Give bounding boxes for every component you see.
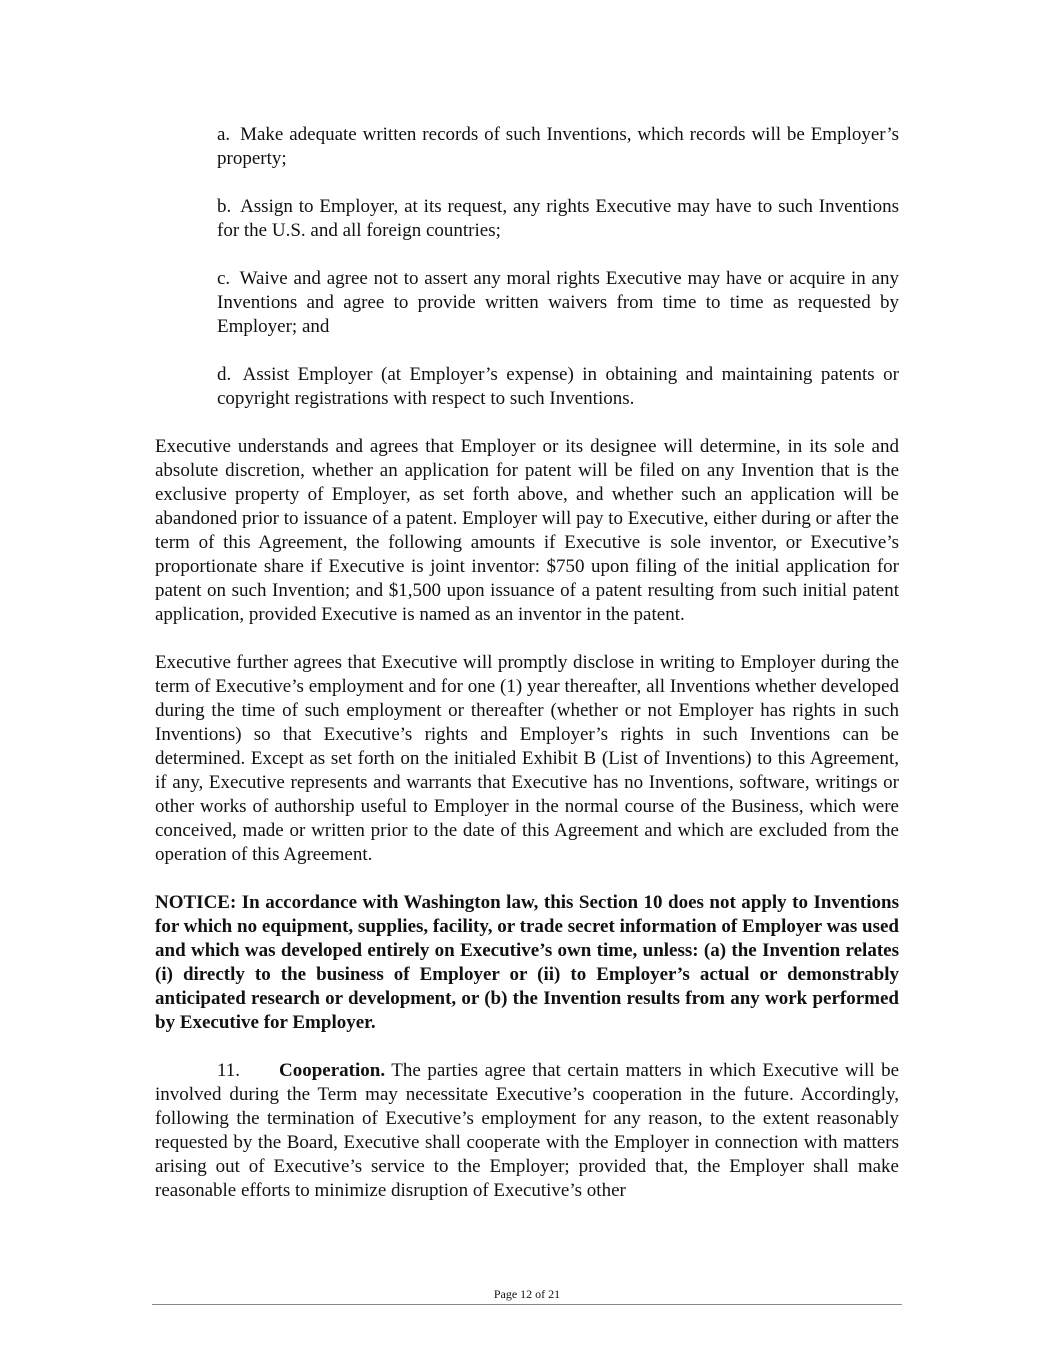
list-item-letter: c.: [217, 268, 231, 289]
list-item-text: Waive and agree not to assert any moral rights Executive may have or acquire in any Inventions and agree to provide written waivers from time to time as requested by Employer; and: [217, 268, 899, 337]
list-item-a: [217, 123, 899, 171]
washington-law-notice: NOTICE: In accordance with Washington law, this Section 10 does not apply to Inventions for which no equipment, supplies, facility, or trade secret information of Employer was used and which was developed entirely on Executive’s own time, unless: (a) the Invention relates (i) directly to the business of Employer or (ii) to Employer’s actual or demonstrably anticipated research or development, or (b) the Invention results from any work performed by Executive for Employer.: [155, 892, 899, 1033]
section-11-paragraph: [155, 1059, 899, 1203]
list-item-text: Assist Employer (at Employer’s expense) in obtaining and maintaining patents or copyright registrations with respect to such Inventions.: [217, 364, 899, 409]
list-item-text: Make adequate written records of such Inventions, which records will be Employer’s property;: [217, 124, 900, 169]
disclosure-paragraph: Executive further agrees that Executive will promptly disclose in writing to Employer during the term of Executive’s employment and for one (1) year thereafter, all Inventions whether developed during the time of such employment or thereafter (whether or not Employer has rights in such Inventions) so that Executive’s rights and Employer’s rights in such Inventions can be determined. Except as set forth on the initialed Exhibit B (List of Inventions) to this Agreement, if any, Executive represents and warrants that Executive has no Inventions, software, writings or other works of authorship useful to Employer in the normal course of the Business, which were conceived, made or written prior to the date of this Agreement and which are excluded from the operation of this Agreement.: [155, 652, 899, 865]
section-title: Cooperation.: [279, 1060, 386, 1081]
list-item-letter: a.: [217, 124, 231, 145]
list-item-d: [217, 363, 899, 411]
list-item-letter: d.: [217, 364, 232, 385]
list-item-b: [217, 195, 899, 243]
list-item-letter: b.: [217, 196, 232, 217]
section-number: 11.: [217, 1060, 241, 1081]
section-text: The parties agree that certain matters in which Executive will be involved during the Term may necessitate Executive’s cooperation in the future. Accordingly, following the termination of Executive’s employment for any reason, to the extent reasonably requested by the Board, Executive shall cooperate with the Employer in connection with matters arising out of Executive’s service to the Employer; provided that, the Employer shall make reasonable efforts to minimize disruption of Executive’s other: [155, 1060, 899, 1201]
document-body: [155, 123, 899, 1227]
list-item-c: [217, 267, 899, 339]
page-footer: Page 12 of 21: [152, 1286, 902, 1305]
patent-application-paragraph: Executive understands and agrees that Employer or its designee will determine, in its sole and absolute discretion, whether an application for patent will be filed on any Invention that is the exclusive property of Employer, as set forth above, and whether such an application will be abandoned prior to issuance of a patent. Employer will pay to Executive, either during or after the term of this Agreement, the following amounts if Executive is sole inventor, or Executive’s proportionate share if Executive is joint inventor: $750 upon filing of the initial application for patent on such Invention; and $1,500 upon issuance of a patent resulting from such initial patent application, provided Executive is named as an inventor in the patent.: [155, 436, 899, 625]
list-item-text: Assign to Employer, at its request, any rights Executive may have to such Inventions for the U.S. and all foreign countries;: [217, 196, 899, 241]
